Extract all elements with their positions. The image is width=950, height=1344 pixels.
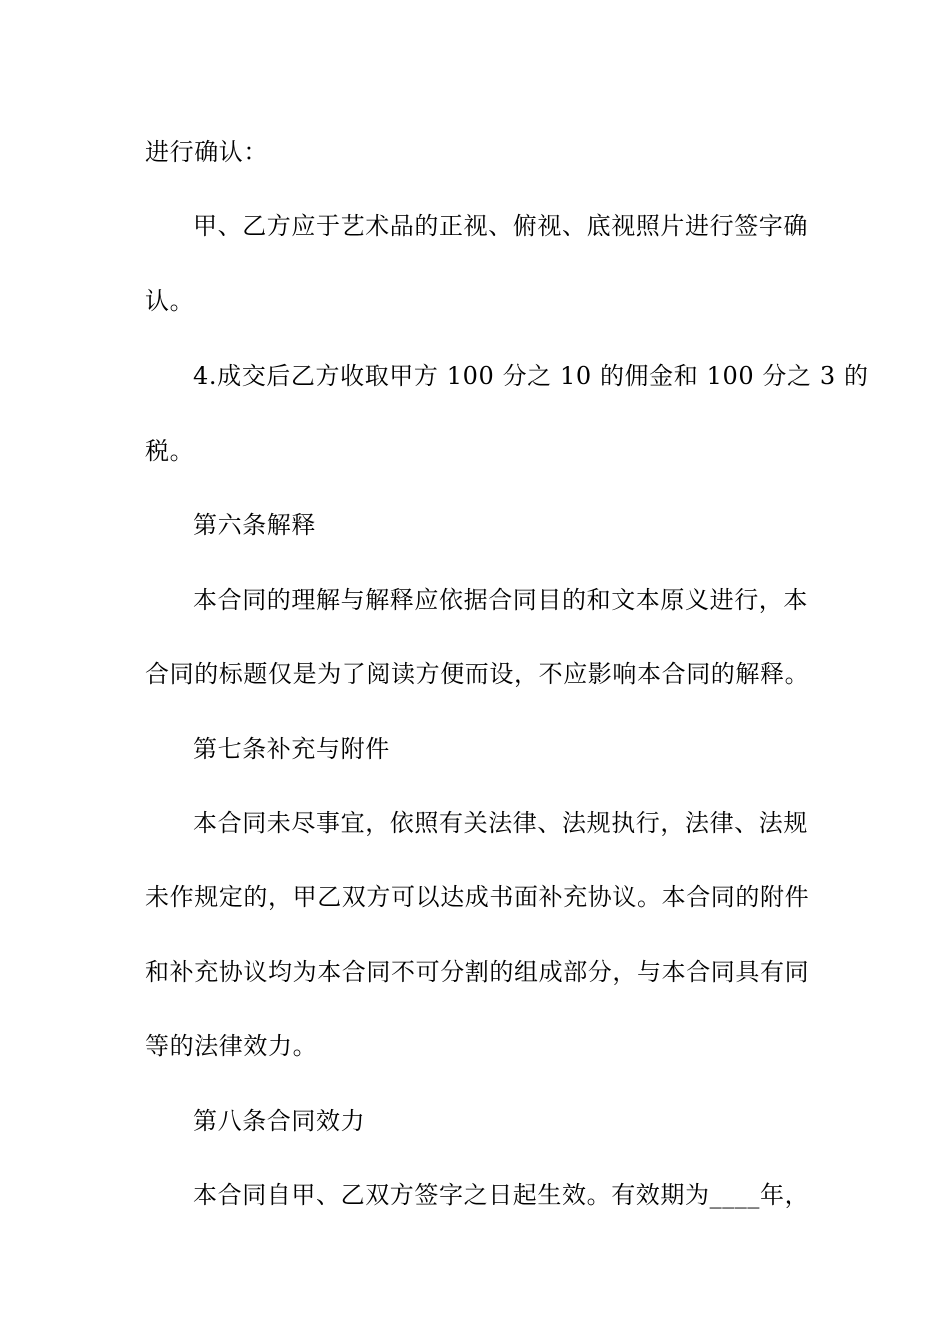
text-line: 未作规定的，甲乙双方可以达成书面补充协议。本合同的附件 <box>145 883 810 911</box>
text-line: 4.成交后乙方收取甲方 100 分之 10 的佣金和 100 分之 3 的 <box>193 362 869 390</box>
text-line: 税。 <box>145 437 195 465</box>
text-line: 合同的标题仅是为了阅读方便而设，不应影响本合同的解释。 <box>145 660 810 688</box>
text-line: 进行确认： <box>145 138 268 166</box>
text-line: 甲、乙方应于艺术品的正视、俯视、底视照片进行签字确 <box>193 212 808 240</box>
text-line: 等的法律效力。 <box>145 1032 318 1060</box>
text-line: 本合同的理解与解释应依据合同目的和文本原义进行，本 <box>193 586 808 614</box>
text-line: 认。 <box>145 287 195 315</box>
section-heading: 第七条补充与附件 <box>193 735 390 763</box>
section-heading: 第八条合同效力 <box>193 1107 366 1135</box>
text-line: 本合同未尽事宜，依照有关法律、法规执行，法律、法规 <box>193 809 808 837</box>
text-line: 和补充协议均为本合同不可分割的组成部分，与本合同具有同 <box>145 958 810 986</box>
section-heading: 第六条解释 <box>193 511 316 539</box>
text-line: 本合同自甲、乙双方签字之日起生效。有效期为____年， <box>193 1181 810 1209</box>
